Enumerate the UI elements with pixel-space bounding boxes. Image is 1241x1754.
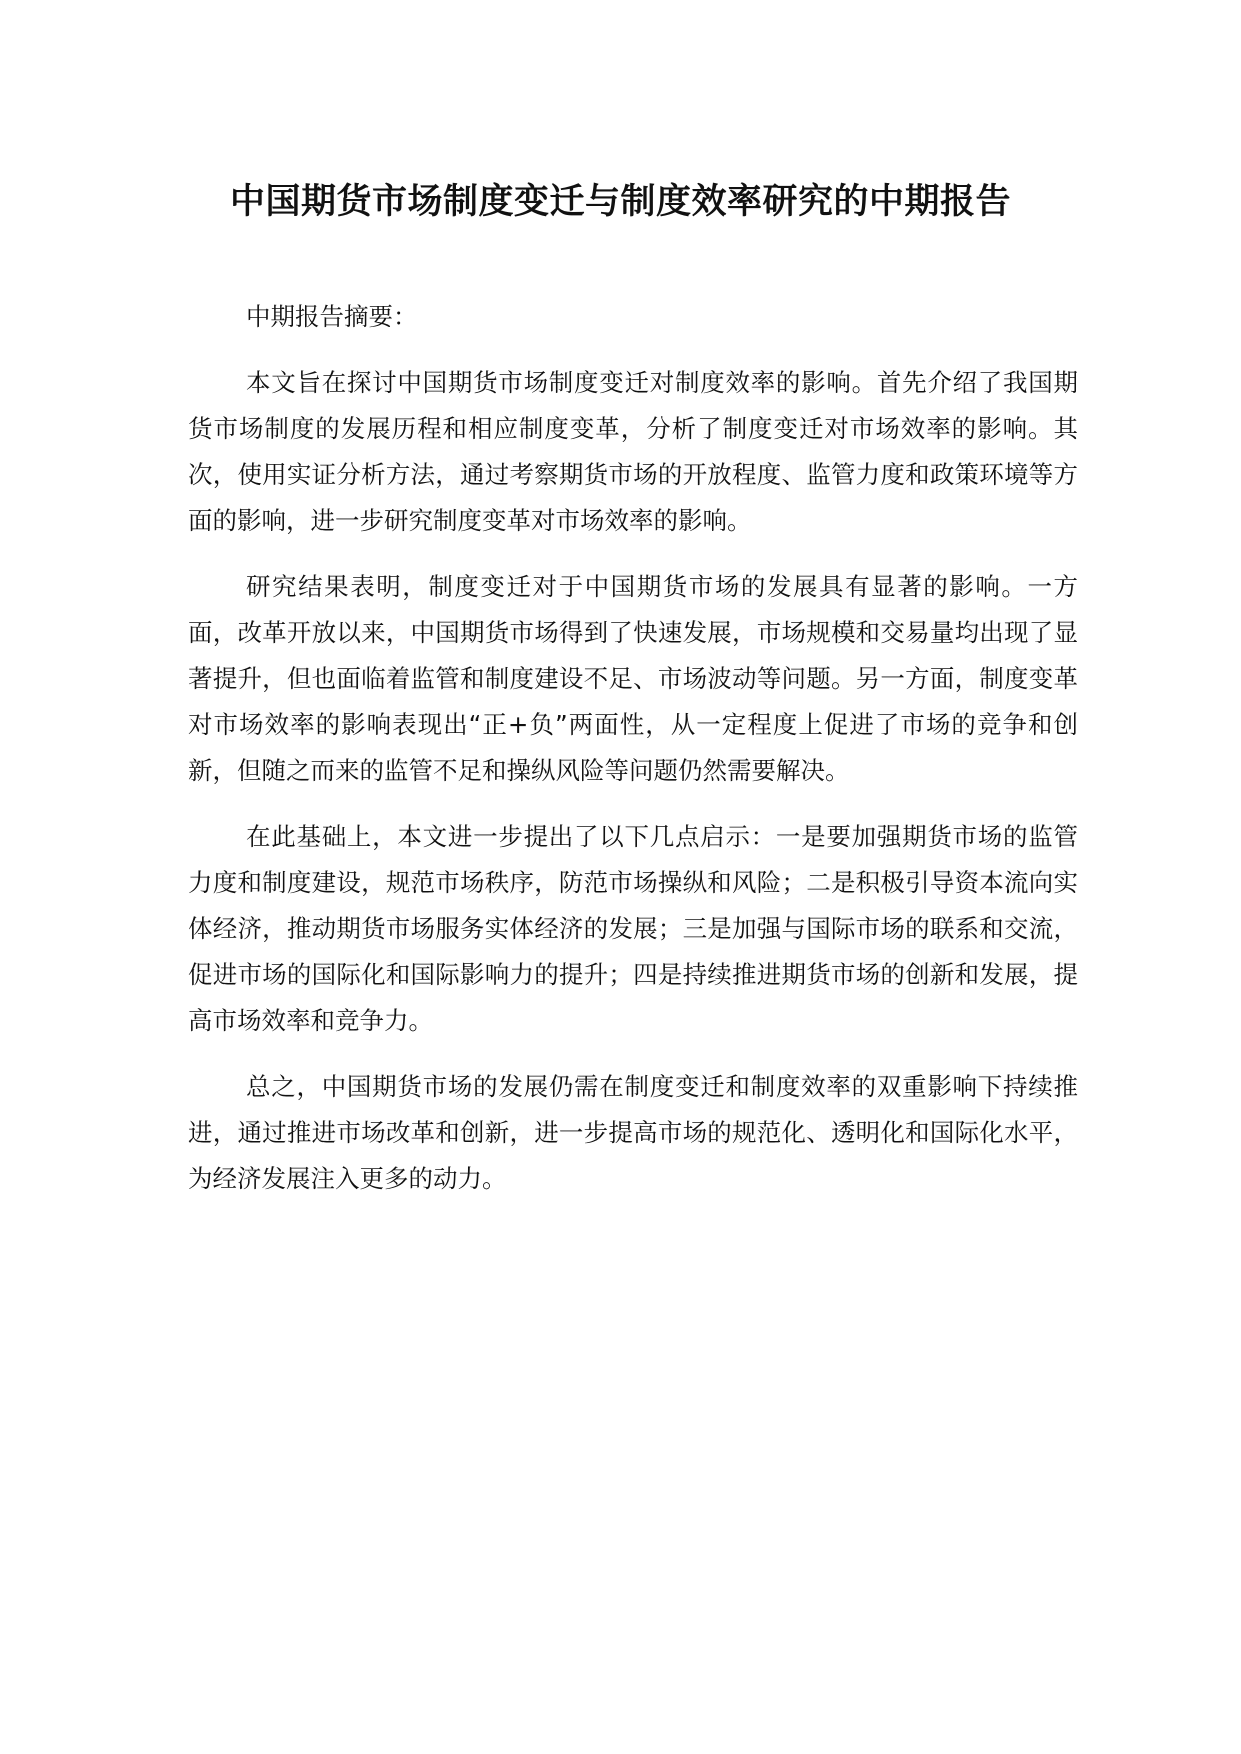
paragraph-4: 总之，中国期货市场的发展仍需在制度变迁和制度效率的双重影响下持续推进，通过推进市场改革和创新，进一步提高市场的规范化、透明化和国际化水平，为经济发展注入更多的动力。	[188, 1072, 1078, 1193]
paragraph-2: 研究结果表明，制度变迁对于中国期货市场的发展具有显著的影响。一方面，改革开放以来，中国期货市场得到了快速发展，市场规模和交易量均出现了显著提升，但也面临着监管和制度建设不足、市场波动等问题。另一方面，制度变革对市场效率的影响表现出“正+负”两面性，从一定程度上促进了市场的竞争和创新，但随之而来的监管不足和操纵风险等问题仍然需要解决。	[188, 572, 1078, 785]
summary-label: 中期报告摘要：	[246, 302, 418, 331]
document-title: 中国期货市场制度变迁与制度效率研究的中期报告	[229, 182, 1011, 222]
document-body	[188, 294, 1078, 1202]
paragraph-1: 本文旨在探讨中国期货市场制度变迁对制度效率的影响。首先介绍了我国期货市场制度的发展历程和相应制度变革，分析了制度变迁对市场效率的影响。其次，使用实证分析方法，通过考察期货市场的开放程度、监管力度和政策环境等方面的影响，进一步研究制度变革对市场效率的影响。	[188, 368, 1078, 535]
paragraph-3: 在此基础上，本文进一步提出了以下几点启示：一是要加强期货市场的监管力度和制度建设，规范市场秩序，防范市场操纵和风险；二是积极引导资本流向实体经济，推动期货市场服务实体经济的发展；三是加强与国际市场的联系和交流，促进市场的国际化和国际影响力的提升；四是持续推进期货市场的创新和发展，提高市场效率和竞争力。	[188, 822, 1078, 1035]
